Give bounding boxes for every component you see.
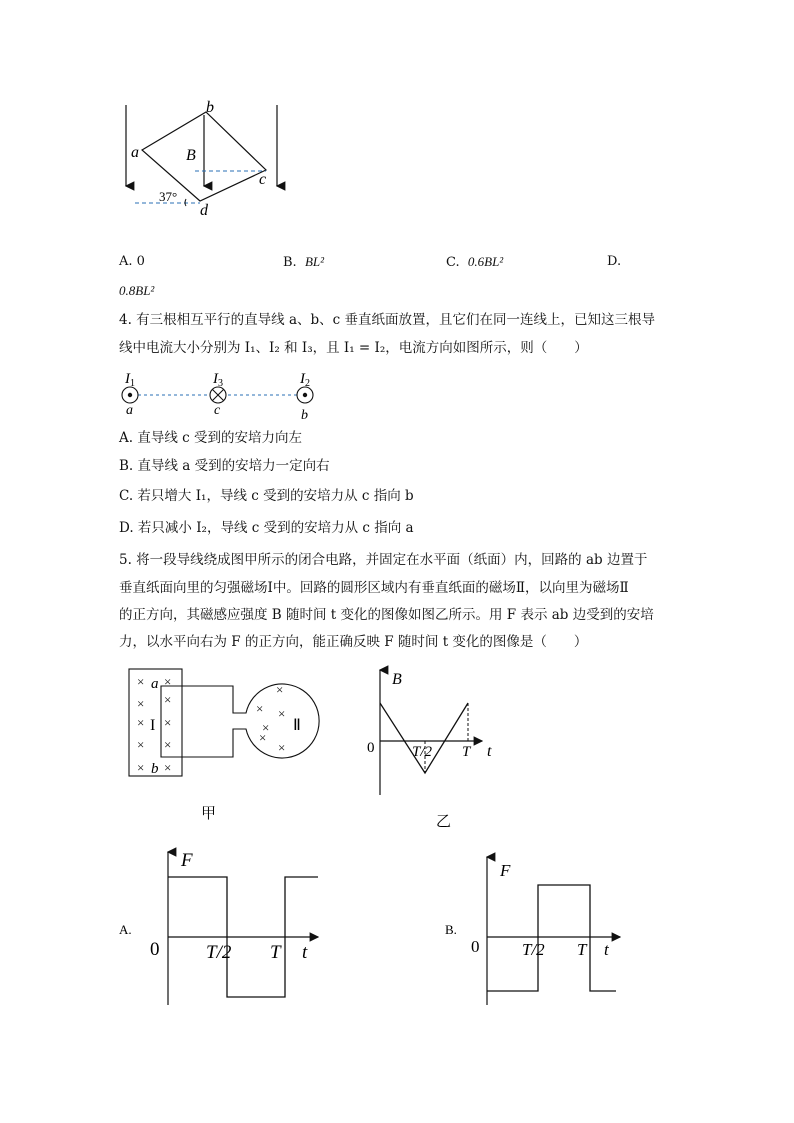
svg-text:×: × <box>137 760 145 775</box>
svg-text:×: × <box>137 715 145 730</box>
svg-text:×: × <box>164 674 172 689</box>
option-b-key: B. <box>445 922 457 937</box>
q3-option-d-value: 0.8BL² <box>119 283 155 298</box>
b-F-curve <box>487 885 616 991</box>
svg-text:×: × <box>278 740 286 755</box>
label-wire-b: b <box>301 408 308 423</box>
label-I2: $I_2$ <box>300 371 310 389</box>
label-jia-a: a <box>151 676 159 692</box>
option-a-key: A. <box>119 922 132 937</box>
svg-text:×: × <box>259 730 267 745</box>
q3-option-b-key: B. <box>283 255 297 270</box>
caption-yi: 乙 <box>436 814 452 830</box>
q5-stem-line1: 5. 将一段导线绕成图甲所示的闭合电路，并固定在水平面（纸面）内，回路的 ab 边置于 <box>119 552 648 568</box>
q5-stem-line2: 垂直纸面向里的匀强磁场Ⅰ中。回路的圆形区域内有垂直纸面的磁场Ⅱ，以向里为磁场Ⅱ <box>119 580 629 596</box>
label-region-I: I <box>150 717 156 734</box>
a-label-half: T/2 <box>206 942 232 963</box>
label-wire-c: c <box>214 403 221 418</box>
svg-text:×: × <box>137 696 145 711</box>
q4-option-b[interactable]: B. 直导线 a 受到的安培力一定向右 <box>119 458 330 474</box>
label-c: c <box>259 171 267 188</box>
label-b: b <box>206 99 214 116</box>
yi-label-t: t <box>487 743 492 760</box>
yi-label-half: T/2 <box>412 744 433 760</box>
yi-label-T: T <box>462 744 471 760</box>
svg-text:×: × <box>137 674 145 689</box>
q4-option-c[interactable]: C. 若只增大 I₁，导线 c 受到的安培力从 c 指向 b <box>119 488 414 504</box>
label-wire-a: a <box>126 403 133 418</box>
svg-text:×: × <box>164 737 172 752</box>
label-region-II: Ⅱ <box>293 717 301 734</box>
q3-option-a-key: A. <box>119 254 133 269</box>
q5-stem-line4: 力，以水平向右为 F 的正方向，能正确反映 F 随时间 t 变化的图像是（ ） <box>119 634 588 650</box>
svg-text:×: × <box>276 682 284 697</box>
q4-stem-line1: 4. 有三根相互平行的直导线 a、b、c 垂直纸面放置，且它们在同一连线上，已知这三根导 <box>119 312 656 328</box>
svg-text:×: × <box>164 715 172 730</box>
a-label-F: F <box>181 850 193 871</box>
b-label-T: T <box>577 940 587 959</box>
b-label-t: t <box>604 940 609 959</box>
label-angle: 37° <box>159 189 178 204</box>
label-B: B <box>186 147 196 164</box>
q3-option-d-key[interactable]: D. <box>607 254 622 269</box>
label-jia-b: b <box>151 761 159 777</box>
b-label-F: F <box>500 861 511 880</box>
a-label-t: t <box>302 942 308 963</box>
label-I1: $I_1$ <box>125 371 135 389</box>
svg-text:×: × <box>256 701 264 716</box>
b-label-half: T/2 <box>522 940 545 959</box>
a-label-origin: 0 <box>150 939 160 960</box>
label-d: d <box>200 202 208 219</box>
svg-text:×: × <box>278 706 286 721</box>
b-label-origin: 0 <box>471 937 480 956</box>
a-label-T: T <box>270 942 281 963</box>
yi-label-B: B <box>392 671 402 688</box>
label-I3: $I_3$ <box>213 371 223 389</box>
yi-label-origin: 0 <box>367 740 375 756</box>
q3-option-c-value: 0.6BL² <box>467 254 504 269</box>
svg-text:×: × <box>262 720 270 735</box>
q3-option-b-value: BL² <box>304 254 325 269</box>
q4-stem-line2: 线中电流大小分别为 I₁、I₂ 和 I₃，且 I₁ = I₂，电流方向如图所示，则（ ） <box>119 340 588 356</box>
q5-stem-line3: 的正方向，其磁感应强度 B 随时间 t 变化的图像如图乙所示。用 F 表示 ab 边受到的安培 <box>119 607 654 623</box>
svg-text:×: × <box>137 737 145 752</box>
svg-text:×: × <box>164 692 172 707</box>
q3-option-c-key: C. <box>446 255 460 270</box>
q4-option-d[interactable]: D. 若只减小 I₂，导线 c 受到的安培力从 c 指向 a <box>119 520 414 536</box>
q3-option-a-value: 0 <box>136 254 145 269</box>
label-a: a <box>131 144 139 161</box>
q4-option-a[interactable]: A. 直导线 c 受到的安培力向左 <box>119 430 302 446</box>
caption-jia: 甲 <box>201 806 217 822</box>
svg-text:×: × <box>164 760 172 775</box>
